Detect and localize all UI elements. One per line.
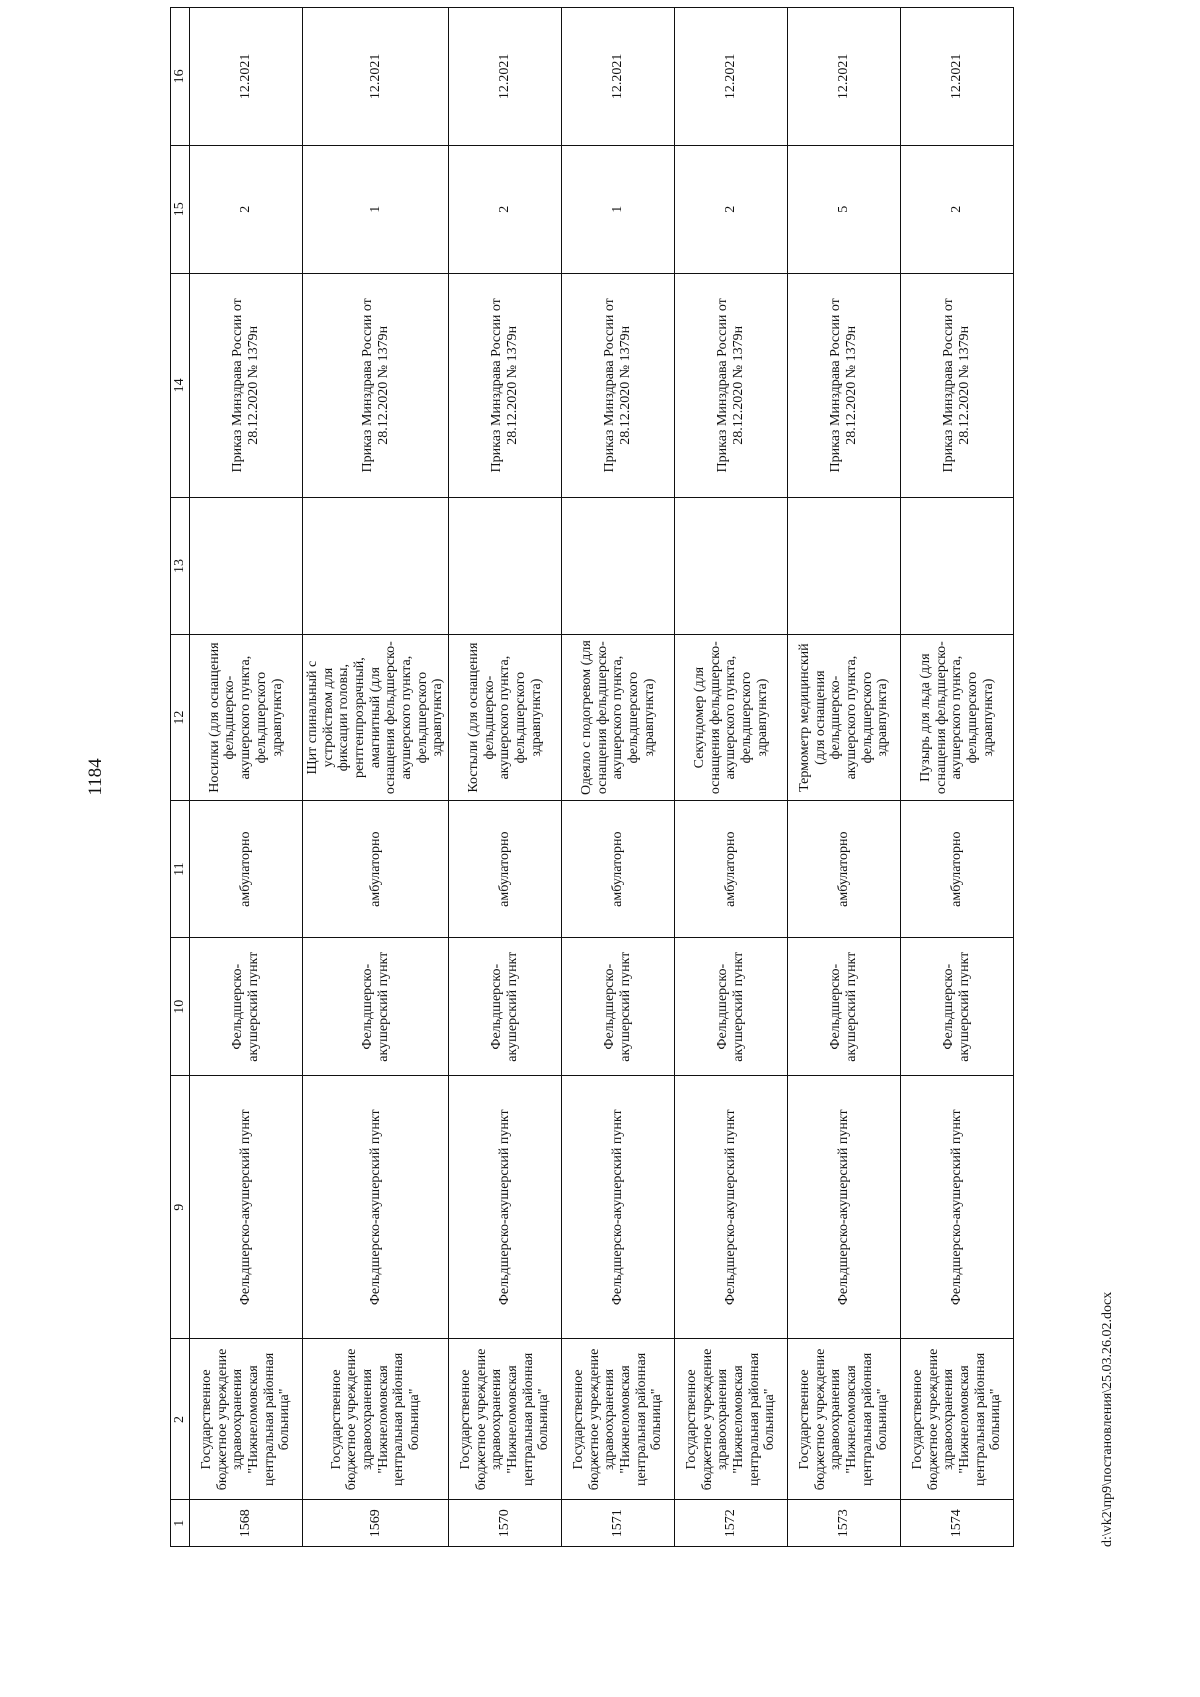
column-number: 1 bbox=[171, 1500, 190, 1547]
row-number-cell: 1574 bbox=[901, 1500, 1014, 1547]
legal-basis-cell: Приказ Минздрава России от 28.12.2020 № 1379н bbox=[190, 273, 303, 497]
column-number-row bbox=[171, 8, 190, 1547]
column-number: 10 bbox=[171, 938, 190, 1076]
equipment-name-cell: Костыли (для оснащения фельдшерско-акушерского пункта, фельдшерского здравпункта) bbox=[449, 635, 562, 801]
department-cell: Фельдшерско-акушерский пункт bbox=[562, 938, 675, 1076]
organization-cell: Государственное бюджетное учреждение здравоохранения "Нижнеломовская центральная районная больница" bbox=[675, 1339, 788, 1500]
quantity-cell: 1 bbox=[303, 145, 449, 273]
quantity-cell: 2 bbox=[190, 145, 303, 273]
code-cell bbox=[190, 497, 303, 635]
legal-basis-cell: Приказ Минздрава России от 28.12.2020 № 1379н bbox=[303, 273, 449, 497]
column-number: 15 bbox=[171, 145, 190, 273]
equipment-name-cell: Секундомер (для оснащения фельдшерско-акушерского пункта, фельдшерского здравпункта) bbox=[675, 635, 788, 801]
date-cell: 12.2021 bbox=[788, 8, 901, 146]
code-cell bbox=[303, 497, 449, 635]
date-cell: 12.2021 bbox=[675, 8, 788, 146]
department-cell: Фельдшерско-акушерский пункт bbox=[901, 938, 1014, 1076]
care-form-cell: амбулаторно bbox=[675, 800, 788, 938]
facility-type-cell: Фельдшерско-акушерский пункт bbox=[449, 1076, 562, 1339]
organization-cell: Государственное бюджетное учреждение здравоохранения "Нижнеломовская центральная районная больница" bbox=[562, 1339, 675, 1500]
table-row bbox=[788, 8, 901, 1547]
facility-type-cell: Фельдшерско-акушерский пункт bbox=[562, 1076, 675, 1339]
organization-cell: Государственное бюджетное учреждение здравоохранения "Нижнеломовская центральная районная больница" bbox=[303, 1339, 449, 1500]
row-number-cell: 1573 bbox=[788, 1500, 901, 1547]
quantity-cell: 2 bbox=[901, 145, 1014, 273]
legal-basis-cell: Приказ Минздрава России от 28.12.2020 № 1379н bbox=[675, 273, 788, 497]
equipment-name-cell: Пузырь для льда (для оснащения фельдшерско-акушерского пункта, фельдшерского здравпункта) bbox=[901, 635, 1014, 801]
care-form-cell: амбулаторно bbox=[449, 800, 562, 938]
legal-basis-cell: Приказ Минздрава России от 28.12.2020 № 1379н bbox=[901, 273, 1014, 497]
department-cell: Фельдшерско-акушерский пункт bbox=[449, 938, 562, 1076]
care-form-cell: амбулаторно bbox=[190, 800, 303, 938]
legal-basis-cell: Приказ Минздрава России от 28.12.2020 № 1379н bbox=[562, 273, 675, 497]
date-cell: 12.2021 bbox=[303, 8, 449, 146]
row-number-cell: 1569 bbox=[303, 1500, 449, 1547]
care-form-cell: амбулаторно bbox=[788, 800, 901, 938]
organization-cell: Государственное бюджетное учреждение здравоохранения "Нижнеломовская центральная районная больница" bbox=[788, 1339, 901, 1500]
table-row bbox=[901, 8, 1014, 1547]
organization-cell: Государственное бюджетное учреждение здравоохранения "Нижнеломовская центральная районная больница" bbox=[449, 1339, 562, 1500]
column-number: 13 bbox=[171, 497, 190, 635]
column-number: 9 bbox=[171, 1076, 190, 1339]
column-number: 14 bbox=[171, 273, 190, 497]
table-row bbox=[675, 8, 788, 1547]
facility-type-cell: Фельдшерско-акушерский пункт bbox=[190, 1076, 303, 1339]
row-number-cell: 1570 bbox=[449, 1500, 562, 1547]
legal-basis-cell: Приказ Минздрава России от 28.12.2020 № 1379н bbox=[449, 273, 562, 497]
date-cell: 12.2021 bbox=[449, 8, 562, 146]
code-cell bbox=[562, 497, 675, 635]
row-number-cell: 1568 bbox=[190, 1500, 303, 1547]
quantity-cell: 1 bbox=[562, 145, 675, 273]
quantity-cell: 2 bbox=[675, 145, 788, 273]
table-row bbox=[190, 8, 303, 1547]
department-cell: Фельдшерско-акушерский пункт bbox=[675, 938, 788, 1076]
care-form-cell: амбулаторно bbox=[562, 800, 675, 938]
facility-type-cell: Фельдшерско-акушерский пункт bbox=[303, 1076, 449, 1339]
department-cell: Фельдшерско-акушерский пункт bbox=[303, 938, 449, 1076]
table-row bbox=[303, 8, 449, 1547]
code-cell bbox=[788, 497, 901, 635]
quantity-cell: 5 bbox=[788, 145, 901, 273]
row-number-cell: 1571 bbox=[562, 1500, 675, 1547]
table-row bbox=[562, 8, 675, 1547]
organization-cell: Государственное бюджетное учреждение здравоохранения "Нижнеломовская центральная районная больница" bbox=[190, 1339, 303, 1500]
code-cell bbox=[901, 497, 1014, 635]
date-cell: 12.2021 bbox=[901, 8, 1014, 146]
facility-type-cell: Фельдшерско-акушерский пункт bbox=[901, 1076, 1014, 1339]
code-cell bbox=[675, 497, 788, 635]
row-number-cell: 1572 bbox=[675, 1500, 788, 1547]
column-number: 2 bbox=[171, 1339, 190, 1500]
organization-cell: Государственное бюджетное учреждение здравоохранения "Нижнеломовская центральная районная больница" bbox=[901, 1339, 1014, 1500]
code-cell bbox=[449, 497, 562, 635]
facility-type-cell: Фельдшерско-акушерский пункт bbox=[788, 1076, 901, 1339]
legal-basis-cell: Приказ Минздрава России от 28.12.2020 № 1379н bbox=[788, 273, 901, 497]
equipment-table bbox=[170, 7, 1014, 1547]
department-cell: Фельдшерско-акушерский пункт bbox=[788, 938, 901, 1076]
file-path-footer: d:\vk2\пр9\постановления\25.03.26.02.docx bbox=[1100, 1291, 1115, 1547]
table-row bbox=[449, 8, 562, 1547]
column-number: 11 bbox=[171, 800, 190, 938]
column-number: 12 bbox=[171, 635, 190, 801]
facility-type-cell: Фельдшерско-акушерский пункт bbox=[675, 1076, 788, 1339]
equipment-name-cell: Носилки (для оснащения фельдшерско-акушерского пункта, фельдшерского здравпункта) bbox=[190, 635, 303, 801]
equipment-name-cell: Одеяло с подогревом (для оснащения фельдшерско-акушерского пункта, фельдшерского здравпункта) bbox=[562, 635, 675, 801]
care-form-cell: амбулаторно bbox=[303, 800, 449, 938]
equipment-name-cell: Щит спинальный с устройством для фиксации головы, рентгенпрозрачный, амагнитный (для оснащения фельдшерско-акушерского пункта, фельдшерского здравпункта) bbox=[303, 635, 449, 801]
care-form-cell: амбулаторно bbox=[901, 800, 1014, 938]
page-number: 1184 bbox=[85, 758, 106, 796]
equipment-name-cell: Термометр медицинский (для оснащения фельдшерско-акушерского пункта, фельдшерского здравпункта) bbox=[788, 635, 901, 801]
date-cell: 12.2021 bbox=[562, 8, 675, 146]
department-cell: Фельдшерско-акушерский пункт bbox=[190, 938, 303, 1076]
column-number: 16 bbox=[171, 8, 190, 146]
quantity-cell: 2 bbox=[449, 145, 562, 273]
date-cell: 12.2021 bbox=[190, 8, 303, 146]
